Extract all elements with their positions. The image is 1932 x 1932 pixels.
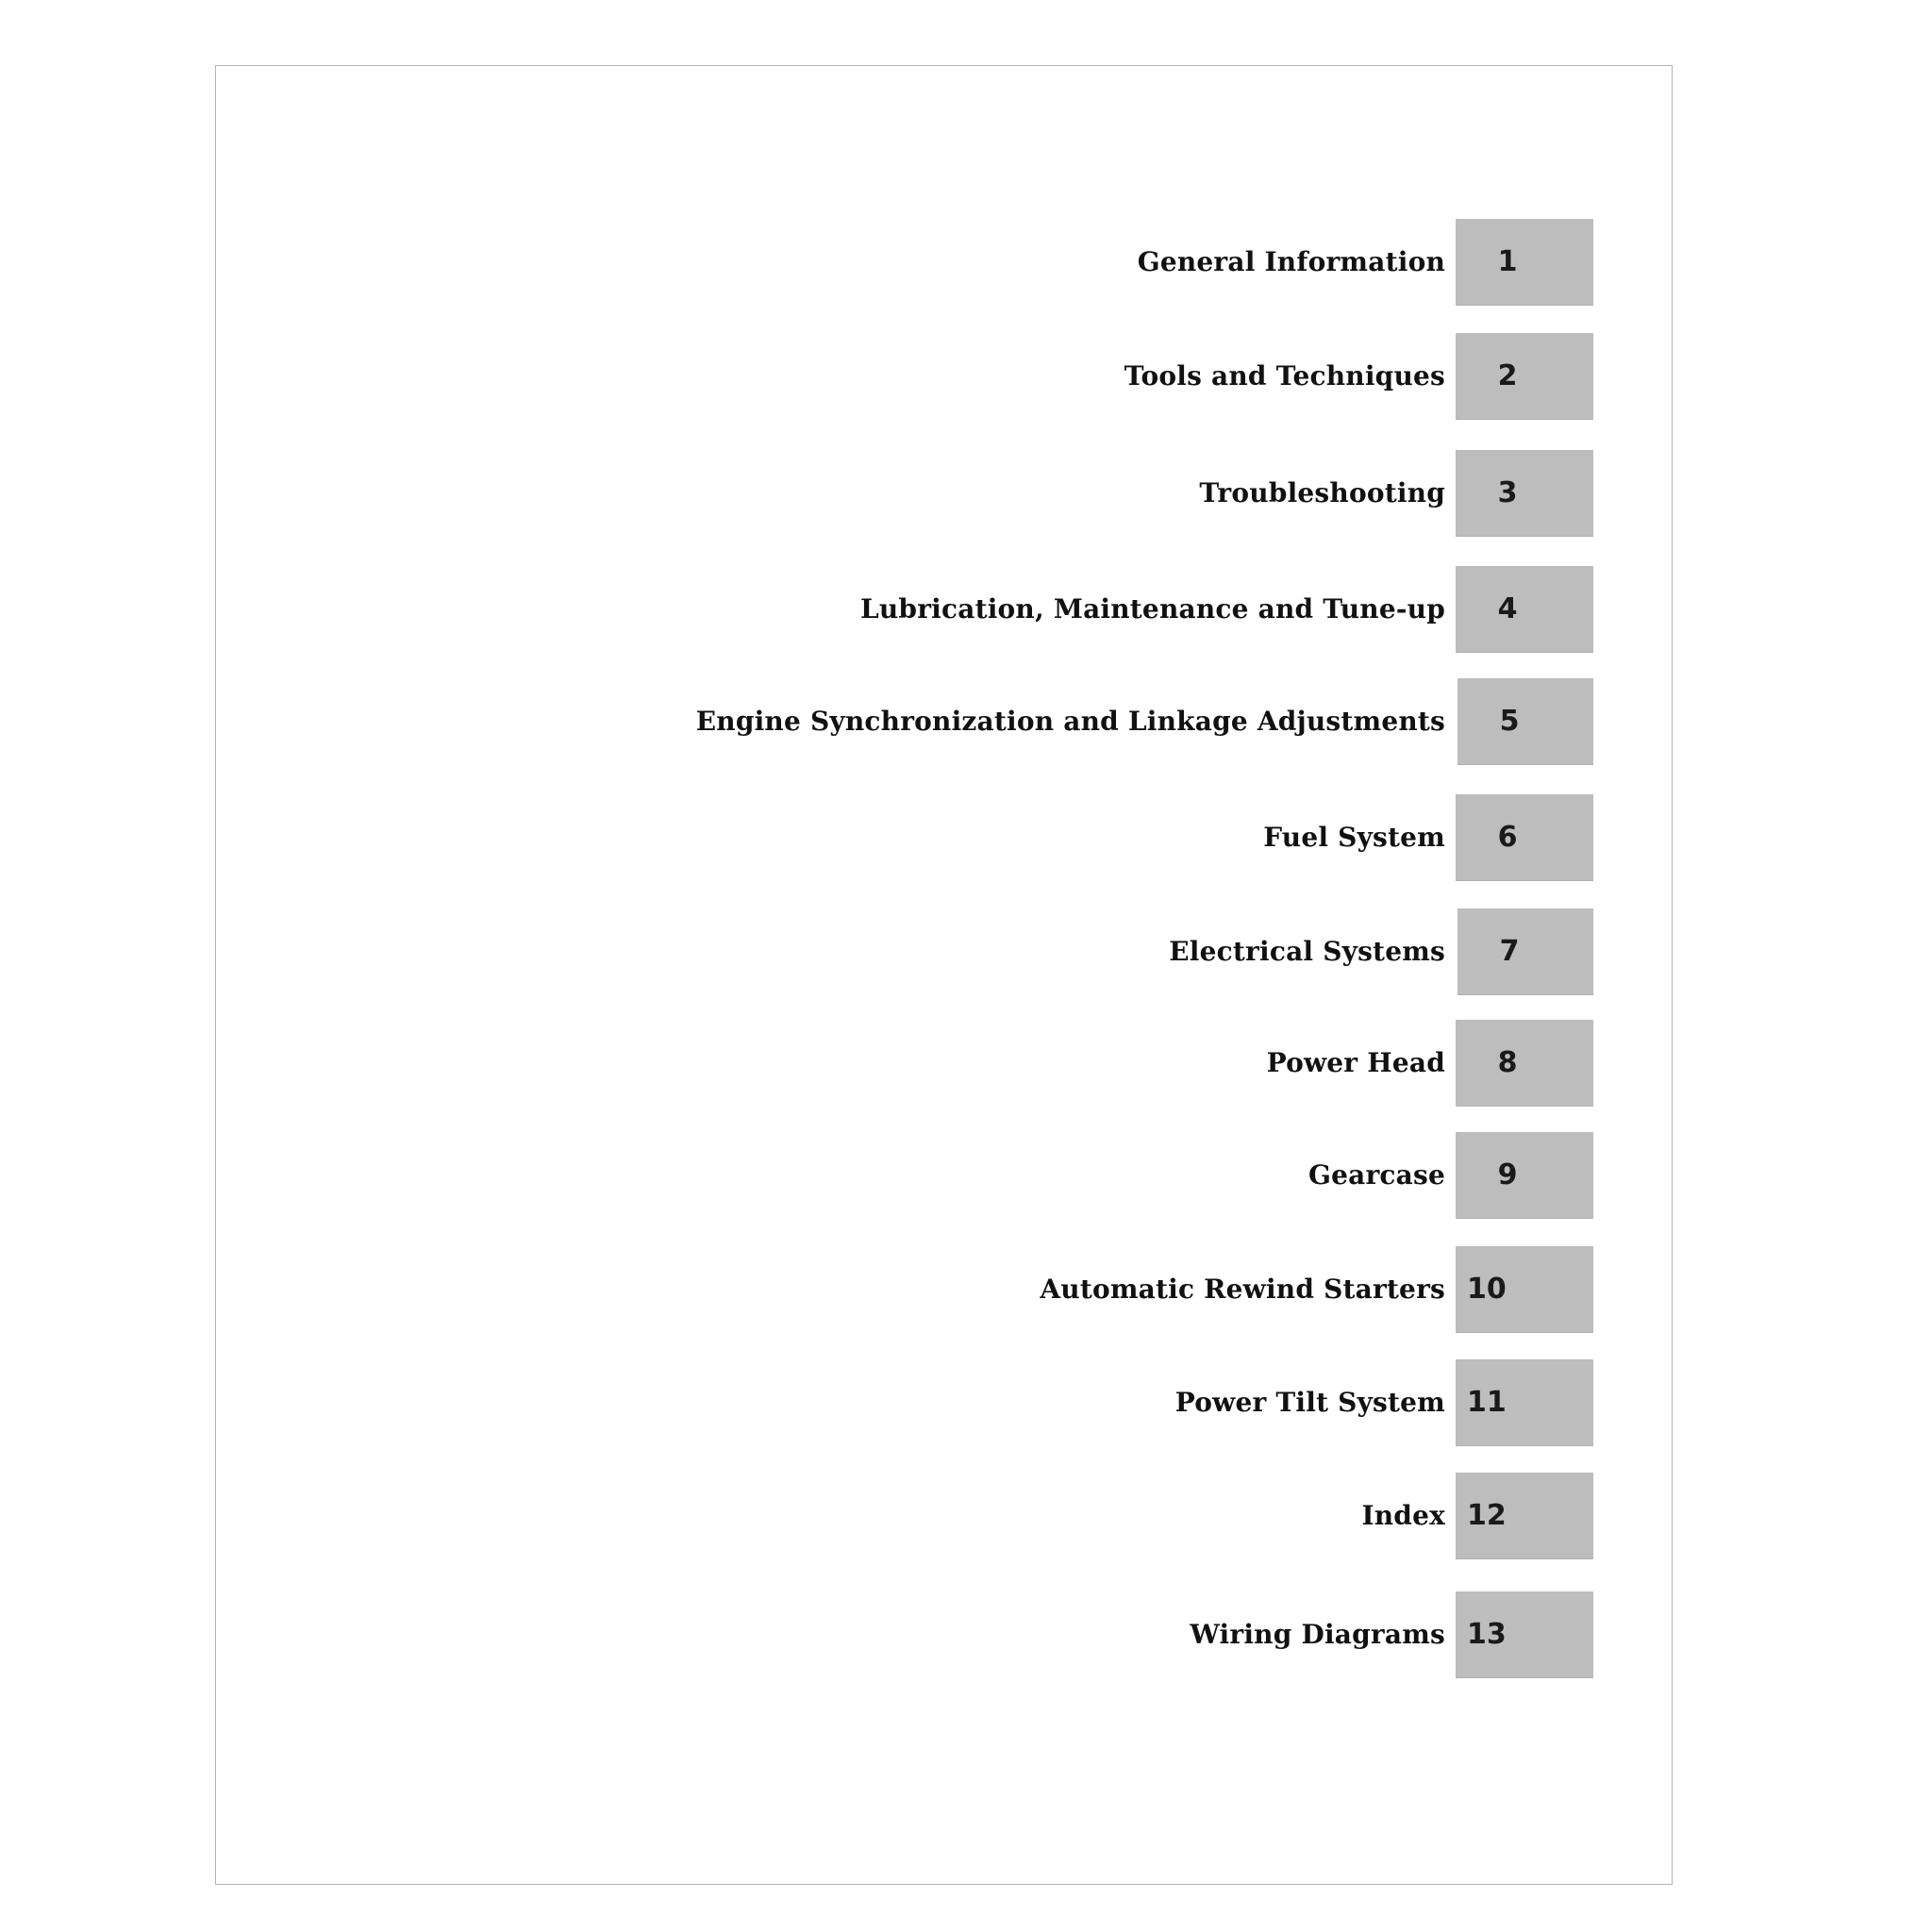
chapter-tab[interactable] <box>1456 794 1593 881</box>
chapter-title: Fuel System <box>1263 822 1445 853</box>
chapter-title: Tools and Techniques <box>1124 360 1445 391</box>
chapter-number: 3 <box>1497 476 1518 509</box>
chapter-tab[interactable] <box>1456 219 1593 306</box>
chapter-title: Electrical Systems <box>1169 936 1445 967</box>
toc-entry-tools-and-techniques[interactable] <box>216 333 1674 420</box>
chapter-title: Wiring Diagrams <box>1190 1619 1445 1650</box>
chapter-number: 13 <box>1467 1618 1507 1651</box>
chapter-tab[interactable] <box>1457 678 1593 765</box>
toc-entry-fuel-system[interactable] <box>216 794 1674 881</box>
chapter-number: 2 <box>1497 359 1518 392</box>
toc-entry-automatic-rewind-starters[interactable] <box>216 1246 1674 1333</box>
chapter-tab[interactable] <box>1456 1132 1593 1219</box>
chapter-title: General Information <box>1137 246 1445 277</box>
chapter-number: 12 <box>1467 1499 1507 1532</box>
chapter-title: Lubrication, Maintenance and Tune-up <box>859 593 1445 625</box>
chapter-tab[interactable] <box>1456 566 1593 653</box>
chapter-title: Troubleshooting <box>1199 477 1445 508</box>
chapter-number: 1 <box>1497 245 1518 278</box>
chapter-tab[interactable] <box>1456 1020 1593 1107</box>
toc-entry-gearcase[interactable] <box>216 1132 1674 1219</box>
chapter-title: Power Head <box>1266 1047 1445 1078</box>
chapter-number: 7 <box>1499 935 1520 968</box>
toc-entry-electrical-systems[interactable] <box>216 908 1674 995</box>
chapter-number: 9 <box>1497 1158 1518 1191</box>
chapter-tab[interactable] <box>1456 1473 1593 1559</box>
chapter-tab[interactable] <box>1456 1591 1593 1678</box>
toc-entry-engine-synchronization[interactable] <box>216 678 1674 765</box>
chapter-number: 4 <box>1497 592 1518 625</box>
toc-entry-wiring-diagrams[interactable] <box>216 1591 1674 1678</box>
toc-entry-troubleshooting[interactable] <box>216 450 1674 537</box>
chapter-number: 6 <box>1497 821 1518 854</box>
chapter-title: Index <box>1361 1500 1445 1531</box>
toc-entry-index[interactable] <box>216 1473 1674 1559</box>
chapter-title: Engine Synchronization and Linkage Adjustments <box>695 706 1445 737</box>
chapter-title: Power Tilt System <box>1174 1387 1445 1418</box>
chapter-tab[interactable] <box>1457 908 1593 995</box>
toc-entry-general-information[interactable] <box>216 219 1674 306</box>
chapter-tab[interactable] <box>1456 450 1593 537</box>
chapter-title: Automatic Rewind Starters <box>1040 1274 1445 1305</box>
chapter-number: 8 <box>1497 1046 1518 1079</box>
chapter-tab[interactable] <box>1456 333 1593 420</box>
chapter-number: 11 <box>1467 1386 1507 1419</box>
chapter-number: 5 <box>1499 705 1520 738</box>
toc-entry-power-tilt-system[interactable] <box>216 1359 1674 1446</box>
document-page <box>215 65 1673 1885</box>
toc-entry-power-head[interactable] <box>216 1020 1674 1107</box>
chapter-tab[interactable] <box>1456 1246 1593 1333</box>
toc-entry-lubrication-maintenance-tune-up[interactable] <box>216 566 1674 653</box>
chapter-tab[interactable] <box>1456 1359 1593 1446</box>
chapter-number: 10 <box>1467 1273 1507 1306</box>
chapter-title: Gearcase <box>1308 1159 1445 1191</box>
